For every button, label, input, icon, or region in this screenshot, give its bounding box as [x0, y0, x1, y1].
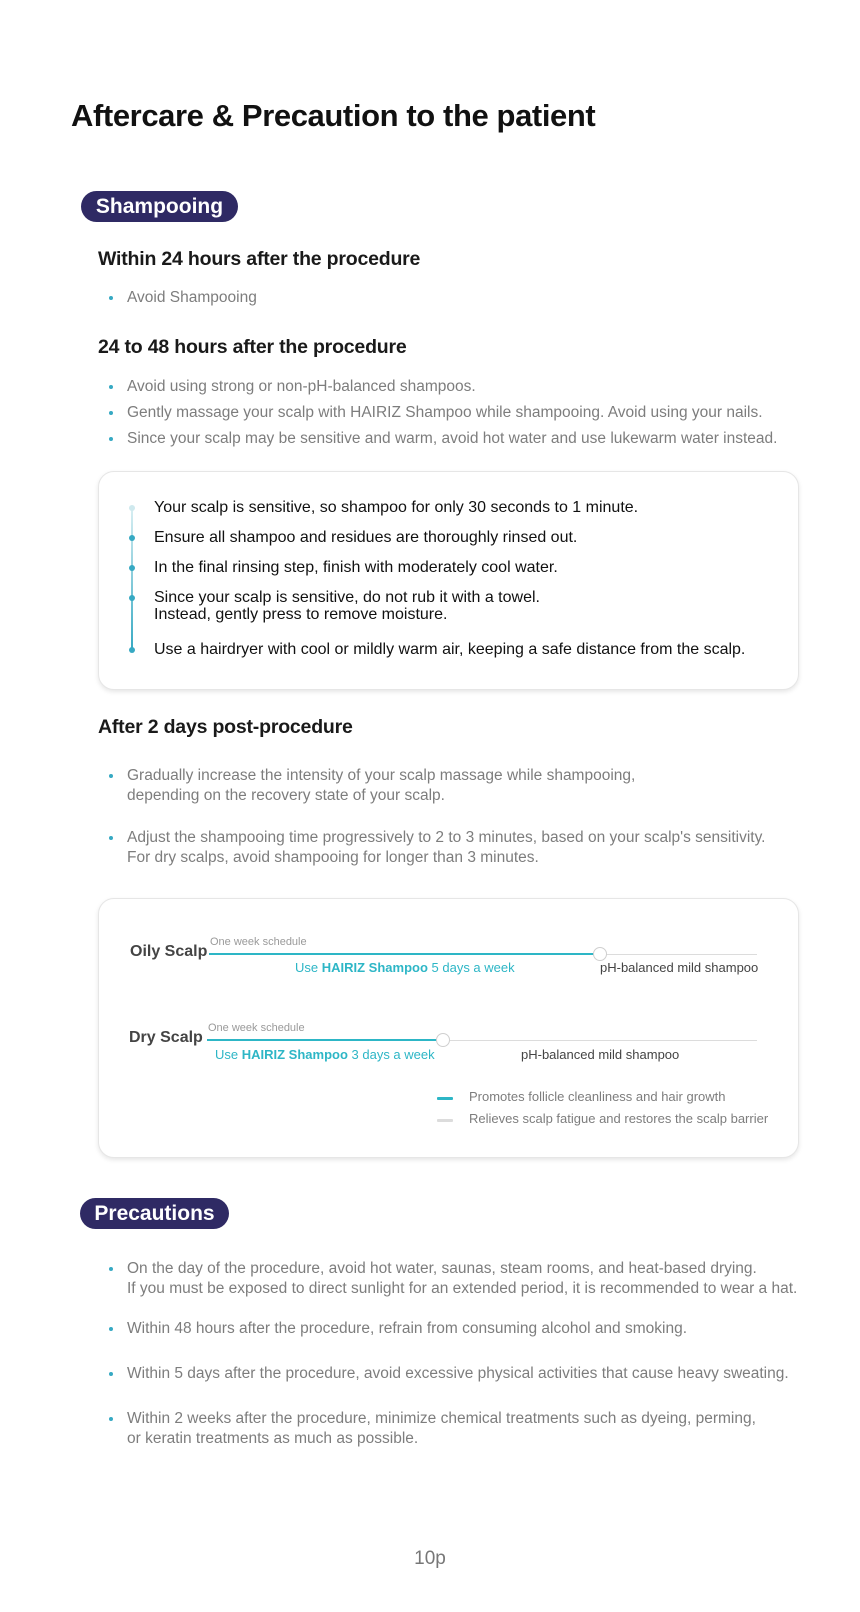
timeline-dot: [129, 505, 135, 511]
precautions-list: [108, 1259, 797, 1449]
list-item: Within 5 days after the procedure, avoid excessive physical activities that cause heavy sweating.: [108, 1364, 797, 1384]
list-item-line: Within 2 weeks after the procedure, minimize chemical treatments such as dyeing, perming,: [127, 1410, 756, 1427]
legend-label: Promotes follicle cleanliness and hair growth: [469, 1089, 726, 1104]
shampooing-section-pill: Shampooing: [81, 191, 238, 222]
timeline-dot: [129, 565, 135, 571]
list-item-line: Adjust the shampooing time progressively to 2 to 3 minutes, based on your scalp's sensitivity.: [127, 829, 766, 846]
precautions-section-pill: Precautions: [80, 1198, 229, 1229]
oily-hairiz-usage-text: Use HAIRIZ Shampoo 5 days a week: [295, 960, 515, 975]
tip-item: Ensure all shampoo and residues are thoroughly rinsed out.: [154, 529, 578, 546]
list-item: [108, 766, 766, 806]
after-2-days-list: [108, 766, 766, 868]
list-item-line: If you must be exposed to direct sunlight for an extended period, it is recommended to wear a hat.: [127, 1280, 798, 1297]
oily-scalp-label: Oily Scalp: [130, 943, 208, 960]
tips-timeline-line: [131, 509, 133, 651]
tip-item: Since your scalp is sensitive, do not rub it with a towel.: [154, 589, 540, 606]
dry-schedule-caption: One week schedule: [208, 1022, 305, 1034]
dry-schedule-knob: [436, 1033, 450, 1047]
list-item-line: depending on the recovery state of your scalp.: [127, 787, 445, 804]
timeline-dot: [129, 595, 135, 601]
shampoo-tips-card: [98, 471, 799, 690]
list-item-line: Gradually increase the intensity of your scalp massage while shampooing,: [127, 767, 636, 784]
list-item-line: For dry scalps, avoid shampooing for longer than 3 minutes.: [127, 849, 539, 866]
oily-mild-shampoo-text: pH-balanced mild shampoo: [600, 960, 759, 975]
page-title: Aftercare & Precaution to the patient: [71, 98, 596, 133]
list-item-line: On the day of the procedure, avoid hot water, saunas, steam rooms, and heat-based drying.: [127, 1260, 757, 1277]
dry-scalp-label: Dry Scalp: [129, 1029, 203, 1046]
after-2-days-heading: After 2 days post-procedure: [98, 716, 353, 738]
shampoo-schedule-card: [98, 898, 799, 1158]
legend-swatch-teal: [437, 1097, 453, 1100]
tip-item: Your scalp is sensitive, so shampoo for only 30 seconds to 1 minute.: [154, 499, 639, 516]
oily-schedule-knob: [593, 947, 607, 961]
list-item-line: or keratin treatments as much as possible.: [127, 1430, 419, 1447]
list-item: [108, 1409, 797, 1449]
list-item: [108, 828, 766, 868]
list-item: Avoid Shampooing: [108, 288, 257, 308]
oily-schedule-fill: [209, 953, 600, 955]
tip-item: In the final rinsing step, finish with moderately cool water.: [154, 559, 558, 576]
page-number: 10p: [414, 1548, 446, 1569]
dry-hairiz-usage-text: Use HAIRIZ Shampoo 3 days a week: [215, 1047, 435, 1062]
oily-schedule-caption: One week schedule: [210, 936, 307, 948]
list-item: Since your scalp may be sensitive and warm, avoid hot water and use lukewarm water instead.: [108, 429, 777, 449]
tip-item: Use a hairdryer with cool or mildly warm air, keeping a safe distance from the scalp.: [154, 641, 746, 658]
tip-item-continued: Instead, gently press to remove moisture.: [154, 606, 448, 623]
timeline-dot: [129, 647, 135, 653]
within-24-hours-heading: Within 24 hours after the procedure: [98, 248, 421, 270]
list-item: [108, 1259, 797, 1299]
dry-mild-shampoo-text: pH-balanced mild shampoo: [521, 1047, 680, 1062]
list-item: Avoid using strong or non-pH-balanced shampoos.: [108, 377, 777, 397]
24-to-48-hours-list: [108, 377, 777, 449]
within-24-hours-list: [108, 288, 257, 308]
legend-label: Relieves scalp fatigue and restores the scalp barrier: [469, 1111, 769, 1126]
timeline-dot: [129, 535, 135, 541]
list-item: Within 48 hours after the procedure, refrain from consuming alcohol and smoking.: [108, 1319, 797, 1339]
legend-swatch-gray: [437, 1119, 453, 1122]
24-to-48-hours-heading: 24 to 48 hours after the procedure: [98, 336, 407, 358]
dry-schedule-fill: [207, 1039, 443, 1041]
list-item: Gently massage your scalp with HAIRIZ Shampoo while shampooing. Avoid using your nails.: [108, 403, 777, 423]
